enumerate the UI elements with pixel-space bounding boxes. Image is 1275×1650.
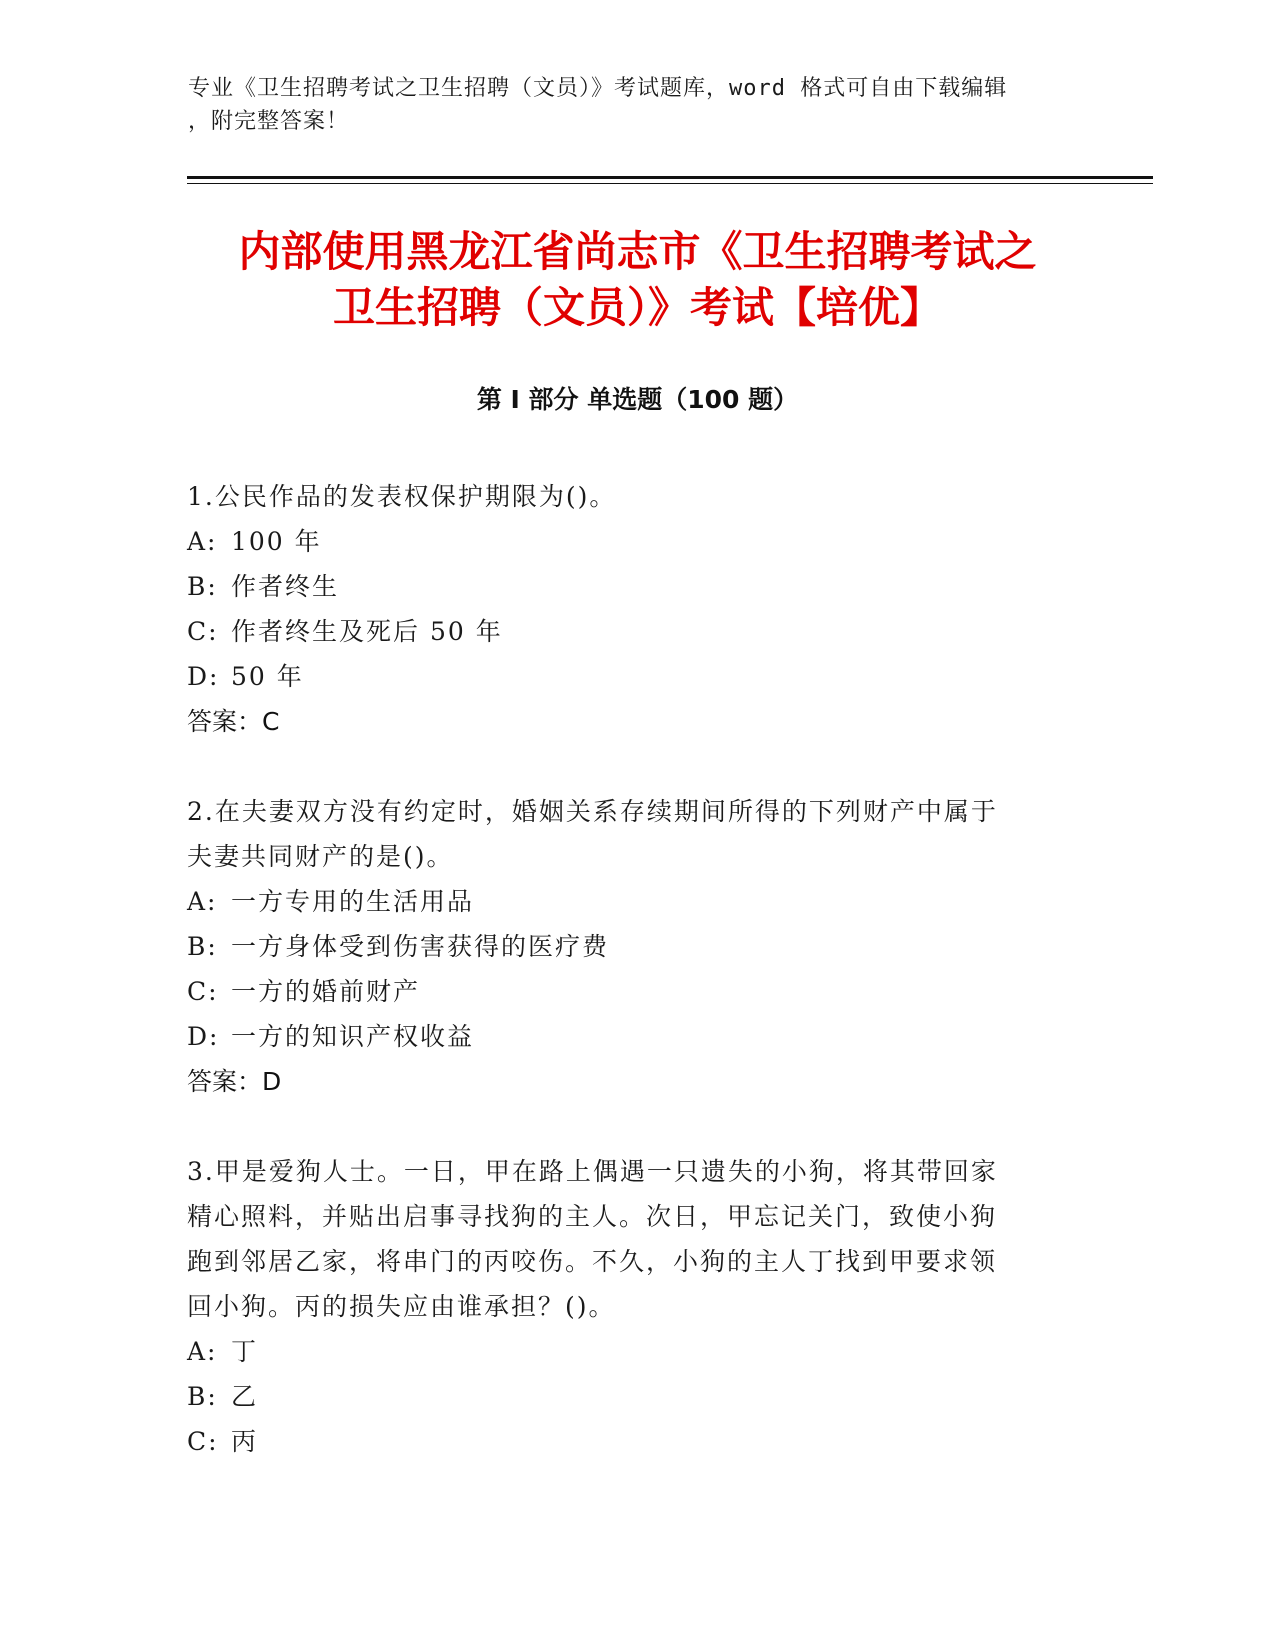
option-text: 一方身体受到伤害获得的医疗费 [231, 932, 610, 961]
option-c [187, 609, 1067, 654]
option-letter: A: [187, 887, 218, 916]
option-b [187, 924, 1067, 969]
option-d [187, 654, 1067, 699]
option-d [187, 1014, 1067, 1059]
option-letter: C: [187, 617, 219, 646]
option-letter: B: [187, 932, 218, 961]
document-title [150, 224, 1125, 336]
option-c [187, 969, 1067, 1014]
option-letter: C: [187, 977, 219, 1006]
option-letter: D: [187, 662, 220, 691]
question-stem-line: 跑到邻居乙家，将串门的丙咬伤。不久，小狗的主人丁找到甲要求领 [187, 1247, 998, 1276]
option-text: 100 年 [231, 527, 322, 556]
header-note [188, 72, 1068, 138]
option-text: 一方专用的生活用品 [231, 887, 475, 916]
option-a [187, 879, 1067, 924]
option-text: 乙 [231, 1382, 259, 1411]
option-b [187, 1374, 1067, 1419]
answer: 答案：C [187, 707, 280, 736]
option-text: 一方的知识产权收益 [231, 1022, 475, 1051]
question-stem-line: 2.在夫妻双方没有约定时，婚姻关系存续期间所得的下列财产中属于 [187, 797, 998, 826]
question-stem-line: 1.公民作品的发表权保护期限为()。 [187, 482, 617, 511]
option-text: 作者终生及死后 50 年 [231, 617, 503, 646]
document-title-line-2: 卫生招聘（文员）》考试【培优】 [332, 283, 942, 332]
option-text: 一方的婚前财产 [231, 977, 421, 1006]
option-c [187, 1419, 1067, 1464]
question-1 [187, 474, 1067, 744]
option-letter: B: [187, 1382, 218, 1411]
header-note-line-2: ，附完整答案！ [188, 109, 350, 134]
header-note-line-1: 专业《卫生招聘考试之卫生招聘（文员）》考试题库，word 格式可自由下载编辑 [188, 76, 1008, 101]
option-text: 作者终生 [231, 572, 340, 601]
option-text: 50 年 [231, 662, 304, 691]
header-divider-thick [187, 176, 1153, 179]
option-letter: A: [187, 1337, 218, 1366]
question-2 [187, 789, 1067, 1104]
option-a [187, 1329, 1067, 1374]
question-stem-line: 精心照料，并贴出启事寻找狗的主人。次日，甲忘记关门，致使小狗 [187, 1202, 998, 1231]
option-letter: B: [187, 572, 218, 601]
option-letter: A: [187, 527, 218, 556]
section-title: 第 I 部分 单选题（100 题） [476, 385, 799, 414]
option-letter: D: [187, 1022, 220, 1051]
option-text: 丙 [231, 1427, 259, 1456]
option-b [187, 564, 1067, 609]
document-title-line-1: 内部使用黑龙江省尚志市《卫生招聘考试之 [238, 227, 1037, 276]
answer: 答案：D [187, 1067, 282, 1096]
question-stem-line: 3.甲是爱狗人士。一日，甲在路上偶遇一只遗失的小狗，将其带回家 [187, 1157, 998, 1186]
question-stem-line: 夫妻共同财产的是()。 [187, 842, 454, 871]
question-3 [187, 1149, 1067, 1464]
question-stem-line: 回小狗。丙的损失应由谁承担？()。 [187, 1292, 616, 1321]
header-divider-thin [187, 183, 1153, 184]
question-list [187, 474, 1067, 1509]
option-a [187, 519, 1067, 564]
option-letter: C: [187, 1427, 219, 1456]
option-text: 丁 [231, 1337, 259, 1366]
